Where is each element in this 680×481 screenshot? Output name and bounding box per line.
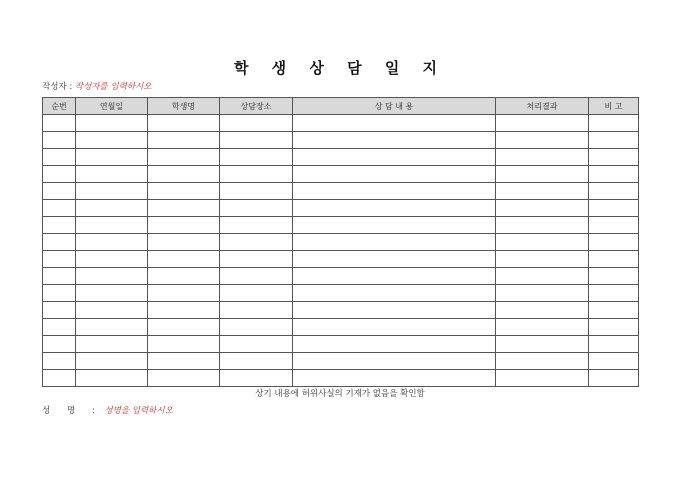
table-cell[interactable] [496,132,589,149]
table-cell[interactable] [293,319,496,336]
table-cell[interactable] [220,268,293,285]
table-cell[interactable] [43,251,76,268]
table-cell[interactable] [589,336,639,353]
table-cell[interactable] [43,132,76,149]
table-cell[interactable] [496,149,589,166]
table-cell[interactable] [293,200,496,217]
table-cell[interactable] [148,132,220,149]
counseling-log-table [42,97,639,387]
table-cell[interactable] [220,353,293,370]
table-cell[interactable] [43,302,76,319]
table-cell[interactable] [589,200,639,217]
table-cell[interactable] [293,302,496,319]
table-cell[interactable] [220,132,293,149]
signer-label: 성 명 : [42,406,102,416]
table-cell[interactable] [148,370,220,387]
table-cell[interactable] [220,234,293,251]
table-cell[interactable] [148,319,220,336]
table-cell[interactable] [220,166,293,183]
table-cell[interactable] [220,319,293,336]
table-cell[interactable] [148,336,220,353]
table-cell[interactable] [589,285,639,302]
table-cell[interactable] [589,302,639,319]
table-cell[interactable] [589,166,639,183]
header-date: 연월일 [76,98,148,115]
table-cell[interactable] [220,183,293,200]
table-row [43,166,639,183]
table-cell[interactable] [220,285,293,302]
table-row [43,132,639,149]
table-cell[interactable] [43,336,76,353]
signer-field[interactable]: 성명을 입력하시오 [104,406,173,416]
table-cell[interactable] [43,370,76,387]
table-cell[interactable] [43,149,76,166]
table-cell[interactable] [148,217,220,234]
table-cell[interactable] [43,217,76,234]
table-cell[interactable] [496,234,589,251]
table-cell[interactable] [148,166,220,183]
table-cell[interactable] [293,353,496,370]
table-cell[interactable] [220,149,293,166]
table-cell[interactable] [148,183,220,200]
table-row [43,302,639,319]
table-row [43,149,639,166]
table-cell[interactable] [76,251,148,268]
table-cell[interactable] [589,319,639,336]
table-cell[interactable] [293,370,496,387]
table-cell[interactable] [293,251,496,268]
table-cell[interactable] [43,183,76,200]
header-content: 상 담 내 용 [293,98,496,115]
header-remarks: 비 고 [589,98,639,115]
table-cell[interactable] [220,200,293,217]
table-cell[interactable] [293,115,496,132]
table-cell[interactable] [220,336,293,353]
table-cell[interactable] [293,217,496,234]
table-row [43,370,639,387]
table-row [43,319,639,336]
table-cell[interactable] [76,353,148,370]
table-cell[interactable] [76,370,148,387]
table-cell[interactable] [148,251,220,268]
table-cell[interactable] [293,336,496,353]
table-cell[interactable] [589,217,639,234]
table-row [43,268,639,285]
header-result: 처리결과 [496,98,589,115]
table-cell[interactable] [589,115,639,132]
table-cell[interactable] [496,302,589,319]
header-student-name: 학생명 [148,98,220,115]
signer-line [42,404,173,416]
table-cell[interactable] [43,166,76,183]
table-cell[interactable] [148,285,220,302]
table-cell[interactable] [220,251,293,268]
table-cell[interactable] [496,319,589,336]
table-row [43,353,639,370]
table-cell[interactable] [76,183,148,200]
table-cell[interactable] [148,234,220,251]
table-cell[interactable] [76,149,148,166]
table-cell[interactable] [496,183,589,200]
page-title: 학 생 상 담 일 지 [233,59,447,77]
table-cell[interactable] [293,285,496,302]
table-cell[interactable] [220,115,293,132]
table-cell[interactable] [220,302,293,319]
header-location: 상담장소 [220,98,293,115]
header-seq: 순번 [43,98,76,115]
table-row [43,115,639,132]
author-field[interactable]: 작성자를 입력하시오 [74,82,152,92]
table-row [43,183,639,200]
author-label: 작성자 : [42,82,73,92]
table-cell[interactable] [43,353,76,370]
table-row [43,217,639,234]
table-cell[interactable] [148,149,220,166]
table-cell[interactable] [220,370,293,387]
author-line [42,80,152,92]
table-cell[interactable] [293,132,496,149]
table-row [43,336,639,353]
table-cell[interactable] [148,115,220,132]
table-cell[interactable] [589,234,639,251]
table-cell[interactable] [43,268,76,285]
table-cell[interactable] [220,217,293,234]
table-row [43,234,639,251]
table-cell[interactable] [293,166,496,183]
table-cell[interactable] [496,166,589,183]
table-cell[interactable] [76,200,148,217]
table-cell[interactable] [496,268,589,285]
table-header-row [43,98,639,115]
table-cell[interactable] [43,234,76,251]
table-cell[interactable] [293,268,496,285]
table-cell[interactable] [496,251,589,268]
table-cell[interactable] [496,285,589,302]
table-cell[interactable] [496,217,589,234]
table-cell[interactable] [148,353,220,370]
table-cell[interactable] [496,336,589,353]
table-cell[interactable] [76,336,148,353]
table-cell[interactable] [496,115,589,132]
table-cell[interactable] [496,353,589,370]
table-cell[interactable] [76,234,148,251]
table-cell[interactable] [76,319,148,336]
table-cell[interactable] [76,217,148,234]
table-cell[interactable] [589,183,639,200]
table-cell[interactable] [293,149,496,166]
table-cell[interactable] [293,234,496,251]
table-cell[interactable] [148,302,220,319]
table-cell[interactable] [76,132,148,149]
table-cell[interactable] [43,115,76,132]
table-cell[interactable] [148,200,220,217]
table-cell[interactable] [43,200,76,217]
table-cell[interactable] [589,251,639,268]
table-cell[interactable] [589,353,639,370]
table-row [43,285,639,302]
table-cell[interactable] [589,370,639,387]
table-cell[interactable] [76,166,148,183]
table-cell[interactable] [76,302,148,319]
confirmation-note: 상기 내용에 허위사실의 기재가 없음을 확인함 [255,389,425,399]
table-cell[interactable] [496,370,589,387]
table-cell[interactable] [43,319,76,336]
table-row [43,251,639,268]
table-cell[interactable] [589,268,639,285]
table-cell[interactable] [293,183,496,200]
table-cell[interactable] [76,115,148,132]
table-cell[interactable] [76,268,148,285]
table-row [43,200,639,217]
table-cell[interactable] [76,285,148,302]
table-cell[interactable] [589,132,639,149]
table-cell[interactable] [43,285,76,302]
table-cell[interactable] [496,200,589,217]
table-cell[interactable] [148,268,220,285]
table-cell[interactable] [589,149,639,166]
